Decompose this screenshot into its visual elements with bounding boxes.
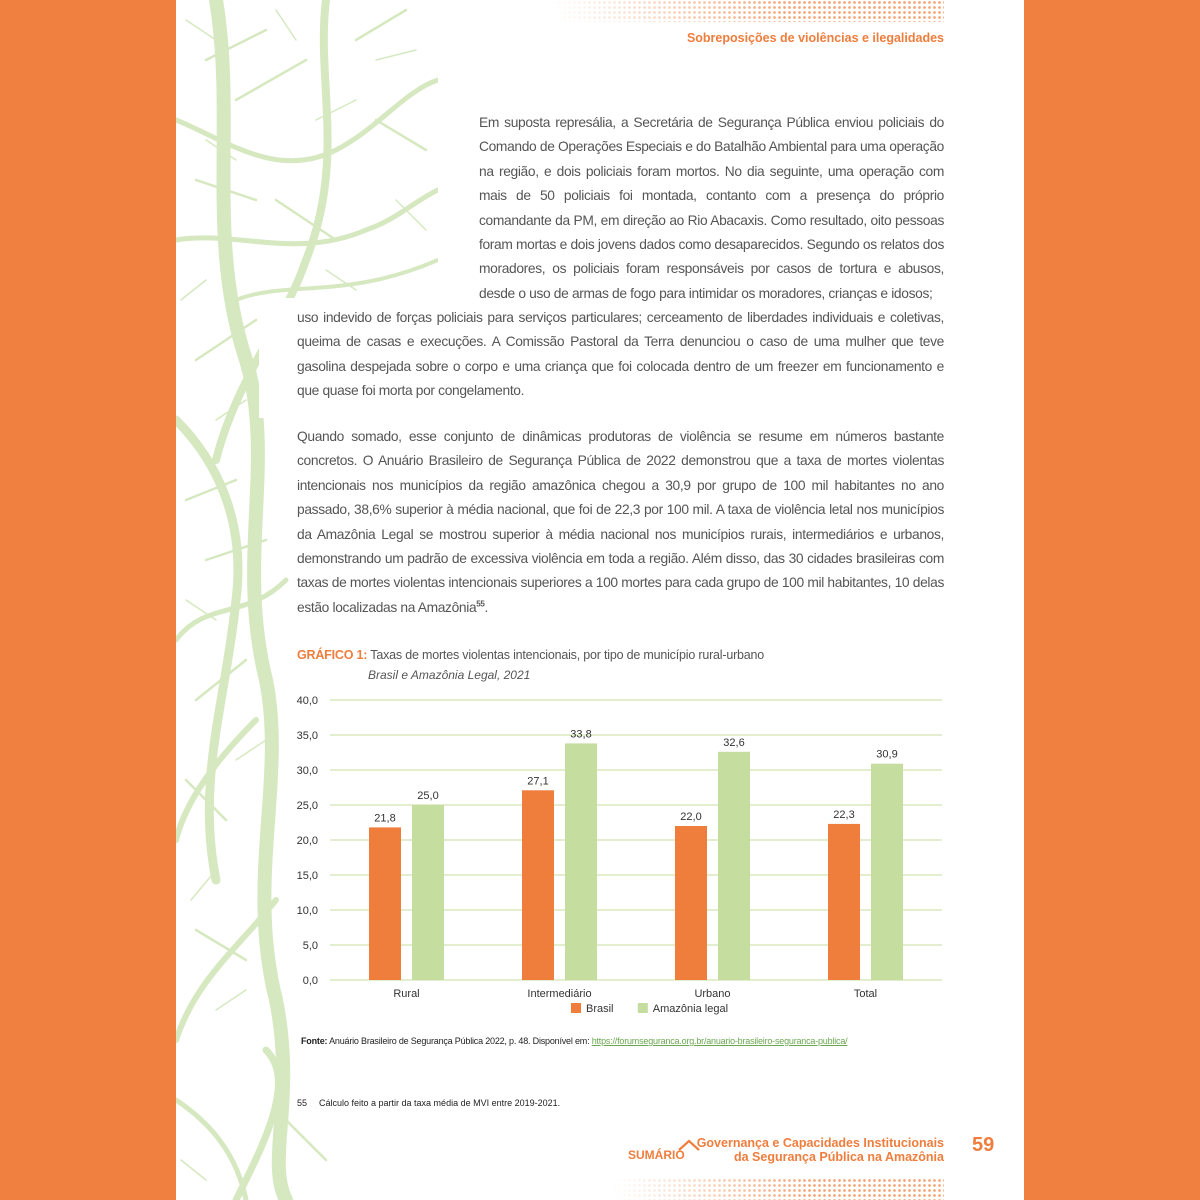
data-label: 27,1 [527, 775, 549, 788]
source-text: Anuário Brasileiro de Segurança Pública 2022, p. 48. Disponível em: [329, 1036, 590, 1046]
data-label: 21,8 [374, 812, 396, 825]
data-label: 32,6 [723, 736, 745, 749]
footnote [297, 1098, 560, 1108]
bar-brasil-2 [675, 826, 707, 980]
chart-title-text: Taxas de mortes violentas intencionais, por tipo de município rural-urbano [370, 648, 765, 662]
x-tick-label: Urbano [694, 988, 731, 1000]
legend-swatch-1 [638, 1003, 648, 1013]
legend-swatch-0 [571, 1003, 581, 1013]
y-tick-label: 30,0 [296, 765, 318, 777]
footer-title-line-2: da Segurança Pública na Amazônia [733, 1150, 944, 1164]
y-tick-label: 15,0 [296, 870, 318, 882]
chart-subtitle: Brasil e Amazônia Legal, 2021 [368, 668, 531, 682]
footnote-number: 55 [297, 1098, 308, 1108]
y-tick-label: 0,0 [302, 975, 318, 987]
footer-title [697, 1136, 944, 1164]
legend-label-0: Brasil [586, 1003, 614, 1015]
page [176, 0, 1024, 1200]
x-tick-label: Rural [393, 988, 420, 1000]
y-tick-label: 40,0 [296, 695, 318, 707]
paragraph-1-top: Em suposta represália, a Secretária de Segurança Pública enviou policiais do Comando de Operações Especiais e do Batalhão Ambiental para uma operação na região, e dois policiais foram mortos. No dia seguinte, uma operação com mais de 50 policiais foi montada, contanto com a presença do próprio comandante da PM, em direção ao Rio Abacaxis. Como resultado, oito pessoas foram mortas e dois jovens dados como desaparecidos. Segundo os relatos dos moradores, os policiais foram responsáveis por casos de tortura e abusos, desde o uso de armas de fogo para intimidar os moradores, crianças e idosos; [479, 115, 944, 301]
data-label: 25,0 [417, 790, 439, 802]
bar-amazonia-0 [412, 805, 444, 980]
bar-brasil-3 [828, 824, 860, 980]
y-tick-label: 20,0 [296, 835, 318, 847]
data-label: 22,0 [680, 811, 702, 823]
legend-label-1: Amazônia legal [652, 1003, 729, 1015]
footnote-text: Cálculo feito a partir da taxa média de MVI entre 2019-2021. [319, 1098, 561, 1108]
footnote-ref[interactable]: 55 [476, 599, 485, 609]
bar-amazonia-1 [565, 743, 597, 980]
bar-chart [176, 0, 1024, 1200]
page-number: 59 [972, 1134, 995, 1156]
x-tick-label: Intermediário [527, 988, 592, 1000]
source-label: Fonte: [301, 1036, 328, 1046]
bar-brasil-1 [522, 790, 554, 980]
bar-amazonia-2 [718, 752, 750, 980]
bar-amazonia-3 [871, 764, 903, 980]
data-label: 22,3 [833, 808, 855, 821]
bar-brasil-0 [369, 827, 401, 980]
paragraph-2-text: Quando somado, esse conjunto de dinâmicas produtoras de violência se resume em números bastante concretos. O Anuário Brasileiro de Segurança Pública de 2022 demonstrou que a taxa de mortes violentas intencionais nos municípios da região amazônica chegou a 30,9 por grupo de 100 mil habitantes no ano passado, 38,6% superior à média nacional, que foi de 22,3 por 100 mil. A taxa de violência letal nos municípios da Amazônia Legal se mostrou superior à média nacional nos municípios rurais, intermediários e urbanos, demonstrando um padrão de excessiva violência em toda a região. Além disso, das 30 cidades brasileiras com taxas de mortes violentas intencionais superiores a 100 mortes para cada grupo de 100 mil habitantes, 10 delas estão localizadas na Amazônia [297, 429, 944, 615]
y-tick-label: 5,0 [302, 940, 318, 952]
chart-label: GRÁFICO 1: [297, 648, 368, 662]
footer-title-line-1: Governança e Capacidades Institucionais [696, 1136, 944, 1150]
source-link[interactable]: https://forumseguranca.org.br/anuario-brasileiro-seguranca-publica/ [591, 1036, 848, 1046]
y-tick-label: 35,0 [296, 730, 318, 742]
running-head: Sobreposições de violências e ilegalidades [686, 31, 944, 45]
paragraph-1-bottom: uso indevido de forças policiais para serviços particulares; cerceamento de liberdades individuais e coletivas, queima de casas e execuções. A Comissão Pastoral da Terra denunciou o caso de uma mulher que teve gasolina despejada sobre o corpo e uma criança que foi colocada dentro de um freezer em funcionamento e que quase foi morta por congelamento. [297, 310, 944, 399]
data-label: 30,9 [876, 748, 898, 761]
sumario-link[interactable]: SUMÁRIO [628, 1148, 685, 1162]
x-tick-label: Total [853, 988, 878, 1000]
data-label: 33,8 [570, 728, 592, 741]
y-tick-label: 10,0 [296, 905, 318, 917]
y-tick-label: 25,0 [296, 800, 318, 812]
paragraph-2-end: . [484, 599, 488, 615]
source-note [301, 1036, 847, 1046]
